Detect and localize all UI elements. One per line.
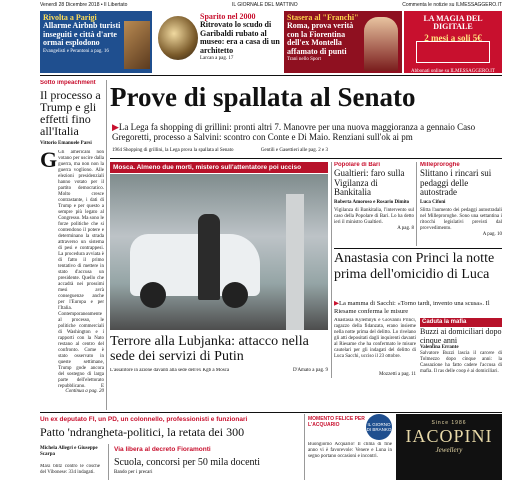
anastasia-deck-text: La mamma di Sacchi: «Torno tardi, invento una scusa». Il Riesame conferma le misure [334, 300, 490, 315]
devices-icon [416, 41, 490, 63]
bullet-icon: ▶ [112, 122, 119, 132]
anastasia-page[interactable]: Mozzetti a pag. 11 [334, 372, 416, 378]
bari-authors: Roberta Amoroso e Rosario Dimito [334, 199, 410, 205]
mafia-title[interactable]: Buzzi ai domiciliari dopo cinque anni [420, 327, 502, 345]
left-author: Vittorio Emanuele Parsi [40, 141, 92, 146]
mille-page[interactable]: A pag. 10 [482, 231, 502, 237]
anastasia-body: Anastasia Kylemnyk e Giovanni Princi, ragazzo della fidanzata, erano insieme nella notte prima del delitto. Lo rivelano gli atti depositati dagli inquirenti davanti al Riesame che ha confermato le misure cautelari per gli indagati del delitto di Luca Sacchi, ucciso il 23 ottobre. [334, 318, 416, 359]
ndrangheta-title[interactable]: Patto 'ndrangheta-politici, la retata dei 300 [40, 425, 245, 439]
eiffel-photo [124, 21, 150, 69]
main-pages[interactable]: Gentili e Gasettieri alle pag. 2 e 3 [260, 148, 328, 153]
main-deck-text: La Lega fa shopping di grillini: pronti altri 7. Manovre per una nuova maggioranza a gennaio Caso Gregoretti, processo a Salvini: scontro con Conte e Di Maio. Renziani sull'ok ai pm [112, 122, 476, 142]
masthead-line: IL GIORNALE DEL MATTINO [231, 2, 298, 8]
oroscopo-body: Buongiorno Acquario! Il clima di fine anno vi è favorevole: Venere e Luna in segno portano occasioni e incontri. [308, 442, 392, 459]
promo-title: Roma, prova verità con la Fiorentina dell'ex Montella affamato di punti [287, 21, 354, 56]
promo-kicker: Rivolta a Parigi [43, 13, 97, 22]
anastasia-body-wrap [334, 318, 416, 380]
scuola-title[interactable]: Scuola, concorsi per 50 mila docenti [114, 457, 261, 468]
main-deck [112, 122, 502, 142]
ndrangheta-kicker: Un ex deputato FI, un PD, un colonnello, professionisti e funzionari [40, 416, 248, 423]
left-column [40, 80, 104, 410]
ad-brand: IACOPINI [405, 426, 493, 446]
ndrangheta-authors: Michela Allegri e Giuseppe Scarpa [40, 446, 98, 457]
promo-roma[interactable] [284, 11, 402, 73]
promo-footer: Evangelisti e Perantoni a pag. 16 [43, 48, 109, 54]
shield-photo [158, 16, 198, 60]
milleproroghe-story [420, 162, 502, 246]
iacopini-ad[interactable] [396, 414, 502, 480]
promo-title: Allarme Airbnb turisti inseguiti e città d'arte ormai esplodono [43, 21, 121, 47]
mille-body: Slitta l'aumento dei pedaggi autostradali nel Milleproroghe. Sono una settantina i ritocchi legislativi previsti dal provvedimento. [420, 207, 502, 231]
bari-story [334, 162, 414, 246]
promo-title: Ritrovato lo scudo di Garibaldi rubato al museo: era a casa di un architetto [200, 20, 280, 55]
left-body: Gli americani non votano per uscire dalla guerra, ma non non la guerra vogliono. Alle elezioni presidenziali hanno votato per il partito democratico. Molto cresce contrastante, i dati di Trump e per questo a sempre più legato al Congresso. Ma sono le forze politiche che si contendono il potere e determinano la strada attraverso un sistema di pesi e contrappesi. La procedura avviata è di fatto il primo tentativo di mettere in stato d'accusa un presidente. Quello che accadrà nei prossimi mesi avrà conseguenze anche per l'Europa e per l'Italia. Contemporaneamente al processo, le politiche commerciali di Washington e i rapporti con la Nato restano al centro del confronto. Come è stato osservato in queste settimane, Trump gode ancora del sostegno di larga parte dell'elettorato repubblicano. E [58, 150, 104, 388]
promo-parigi[interactable] [40, 11, 152, 73]
promo-digitale[interactable] [404, 11, 502, 73]
left-title[interactable]: Il processo a Trump e gli effetti fino all'Italia [40, 88, 101, 138]
bari-title[interactable]: Gualtieri: faro sulla Vigilanza di Bankitalia [334, 168, 405, 197]
bari-page[interactable]: A pag. 8 [397, 225, 414, 231]
mafia-kicker: Caduta la mafia [420, 318, 502, 327]
scuola-body: Bando per i precari [114, 470, 153, 475]
promo-garibaldi[interactable] [154, 11, 284, 73]
branko-badge[interactable]: IL GIORNO DI BRANKO [366, 414, 392, 440]
mafia-body: Salvatore Buzzi lascia il carcere di Tolmezzo dopo cinque anni: la Cassazione ha fatto cadere l'accusa di mafia. Il ras delle coop è ai domiciliari. [420, 351, 502, 374]
photo-banner: Mosca. Almeno due morti, mistero sull'attentatore poi ucciso [110, 162, 328, 173]
mille-title[interactable]: Slittano i rincari sui pedaggi delle autostrade [420, 168, 492, 197]
photo-caption: L'assalitore in azione davanti alla sede dell'ex Kgb a Mosca [110, 368, 230, 373]
issue-date: Venerdì 28 Dicembre 2018 • Il Libertato [40, 2, 128, 8]
photo-byline[interactable]: D'Amato a pag. 9 [292, 368, 328, 373]
promo-kicker: LA MAGIA DEL DIGITALE [423, 14, 483, 31]
main-headline[interactable]: Prove di spallata al Senato [110, 82, 416, 112]
bari-kicker: Popolare di Bari [334, 162, 381, 168]
promo-kicker: Stasera al "Franchi" [287, 13, 359, 22]
left-continues[interactable]: Continua a pag. 20 [65, 389, 104, 394]
scuola-kicker: Via libera al decreto Fioramonti [114, 446, 211, 453]
promo-title: 2 mesi a soli 5€ [424, 33, 482, 43]
lubjanka-photo [110, 174, 328, 330]
player-photo [364, 17, 398, 71]
web-promo[interactable]: Commenta le notizie su ILMESSAGGERO.IT [402, 2, 502, 8]
mille-kicker: Milleproroghe [420, 162, 460, 168]
ndrangheta-body: Maxi blitz contro le cosche del Vibonese: 334 indagati. [40, 464, 100, 475]
top-bar [40, 0, 502, 10]
drop-cap: G [40, 147, 58, 172]
photo-title[interactable]: Terrore alla Lubjanka: attacco nella sede dei servizi di Putin [110, 334, 309, 364]
mille-author: Luca Cifoni [420, 199, 446, 205]
anastasia-deck [334, 300, 502, 315]
bullet-icon: ▶ [334, 300, 339, 307]
ad-sub: Jewellery [435, 446, 463, 454]
promo-footer: Trani nello Sport [287, 57, 321, 62]
main-caption: 1964 Shopping di grillini, la Lega prova la spallata al Senato [112, 148, 234, 153]
left-kicker: Sotto impeachment [40, 80, 96, 86]
anastasia-headline[interactable]: Anastasia con Princi la notte prima dell'omicidio di Luca [334, 251, 495, 282]
mafia-author: Valentina Errante [420, 345, 459, 350]
promo-footer: Abbonati online su ILMESSAGGERO.IT [411, 68, 495, 73]
promo-footer: Larcan a pag. 17 [200, 56, 234, 61]
ad-since: Since 1986 [431, 420, 467, 426]
promo-kicker: Sparito nel 2000 [200, 12, 256, 21]
oroscopo-label: MOMENTO FELICE PER L'ACQUARIO [308, 416, 365, 428]
mafia-story [420, 318, 502, 380]
bari-body: Vigilanza di Bankitalia, l'intervento sul caso della Popolare di Bari. Lo ha detto ieri il ministro Gualtieri. [334, 207, 414, 225]
